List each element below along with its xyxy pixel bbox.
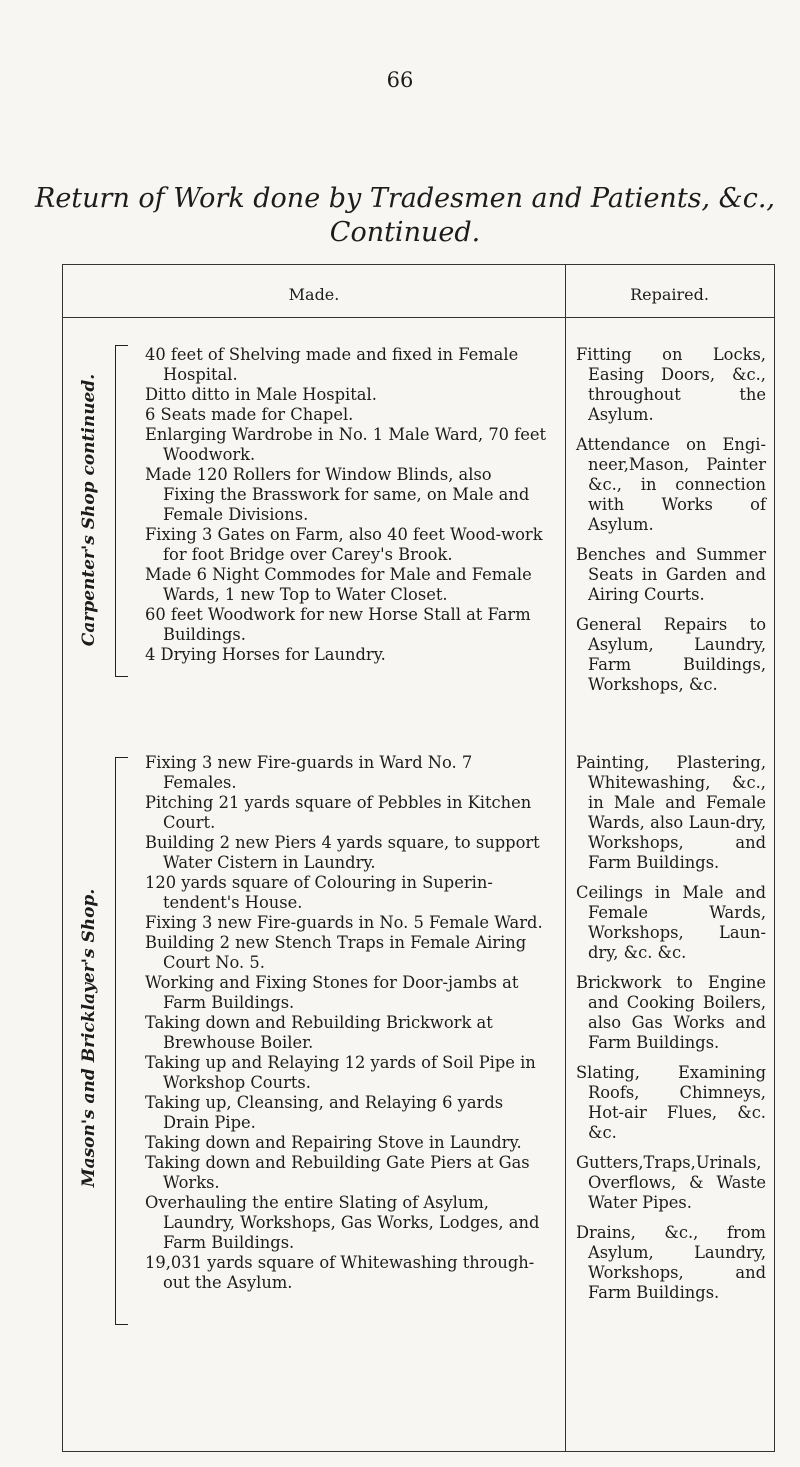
list-item: Taking down and Repairing Stove in Laundry. [145,1133,522,1152]
list-item: Enlarging Wardrobe in No. 1 Male Ward, 70 feet Woodwork. [145,425,547,464]
list-item: Taking down and Rebuilding Gate Piers at Gas Works. [145,1153,530,1192]
list-item: Pitching 21 yards square of Pebbles in Kitchen Court. [145,793,532,832]
list-item: Ditto ditto in Male Hospital. [145,385,377,404]
page-number: 66 [386,68,414,92]
list-item: Fixing 3 new Fire-guards in Ward No. 7 Females. [145,753,473,792]
list-item: Overhauling the entire Slating of Asylum, Laundry, Workshops, Gas Works, Lodges, and Farm Buildings. [145,1193,540,1252]
mason-shop-label: Mason's and Bricklayer's Shop. [79,888,99,1188]
list-item: 40 feet of Shelving made and fixed in Female Hospital. [145,345,519,384]
list-item: Slating, Examining Roofs, Chimneys, Hot-air Flues, &c. &c. [576,1063,766,1142]
list-item: Made 6 Night Commodes for Male and Female Wards, 1 new Top to Water Closet. [145,565,532,604]
list-item: 4 Drying Horses for Laundry. [145,645,386,664]
list-item: Painting, Plastering, Whitewashing, &c., in Male and Female Wards, also Laun-dry, Workshops, and Farm Buildings. [576,753,766,872]
list-item: Taking up, Cleansing, and Relaying 6 yards Drain Pipe. [145,1093,504,1132]
carpenter-shop-label: Carpenter's Shop continued. [79,373,99,647]
section-label-carpenter [69,337,109,683]
header-made: Made. [288,285,340,304]
carpenter-repaired-list [576,345,766,705]
mason-repaired-list [576,753,766,1313]
column-divider [565,265,566,1451]
list-item: Building 2 new Piers 4 yards square, to support Water Cistern in Laundry. [145,833,540,872]
mason-made-list [145,753,547,1293]
title-line-1: Return of Work done by Tradesmen and Patients, &c., [34,183,776,214]
list-item: Taking up and Relaying 12 yards of Soil Pipe in Workshop Courts. [145,1053,536,1092]
list-item: Gutters,Traps,Urinals, Overflows, & Waste Water Pipes. [576,1153,766,1212]
list-item: General Repairs to Asylum, Laundry, Farm Buildings, Workshops, &c. [576,615,766,694]
list-item: 19,031 yards square of Whitewashing through-out the Asylum. [145,1253,535,1292]
section-brace-mason [115,757,128,1325]
list-item: Attendance on Engi-neer,Mason, Painter &c., in connection with Works of Asylum. [576,435,766,534]
list-item: Brickwork to Engine and Cooking Boilers, also Gas Works and Farm Buildings. [576,973,766,1052]
list-item: Drains, &c., from Asylum, Laundry, Workshops, and Farm Buildings. [576,1223,766,1302]
list-item: Benches and Summer Seats in Garden and Airing Courts. [576,545,766,604]
list-item: Fitting on Locks, Easing Doors, &c., throughout the Asylum. [576,345,766,424]
list-item: Ceilings in Male and Female Wards, Workshops, Laun-dry, &c. &c. [576,883,766,962]
list-item: Working and Fixing Stones for Door-jambs at Farm Buildings. [145,973,519,1012]
work-return-table [62,264,775,1452]
list-item: Fixing 3 Gates on Farm, also 40 feet Wood-work for foot Bridge over Carey's Brook. [145,525,543,564]
page-title [20,182,790,250]
list-item: 6 Seats made for Chapel. [145,405,354,424]
list-item: Taking down and Rebuilding Brickwork at Brewhouse Boiler. [145,1013,493,1052]
header-rule [63,317,774,318]
title-line-2: Continued. [329,217,481,248]
list-item: Fixing 3 new Fire-guards in No. 5 Female Ward. [145,913,543,932]
list-item: Building 2 new Stench Traps in Female Airing Court No. 5. [145,933,527,972]
carpenter-made-list [145,345,547,665]
list-item: 120 yards square of Colouring in Superin-tendent's House. [145,873,493,912]
section-label-mason [69,748,109,1328]
section-brace-carpenter [115,345,128,677]
list-item: 60 feet Woodwork for new Horse Stall at Farm Buildings. [145,605,531,644]
list-item: Made 120 Rollers for Window Blinds, also Fixing the Brasswork for same, on Male and Female Divisions. [145,465,530,524]
header-repaired: Repaired. [630,285,709,304]
